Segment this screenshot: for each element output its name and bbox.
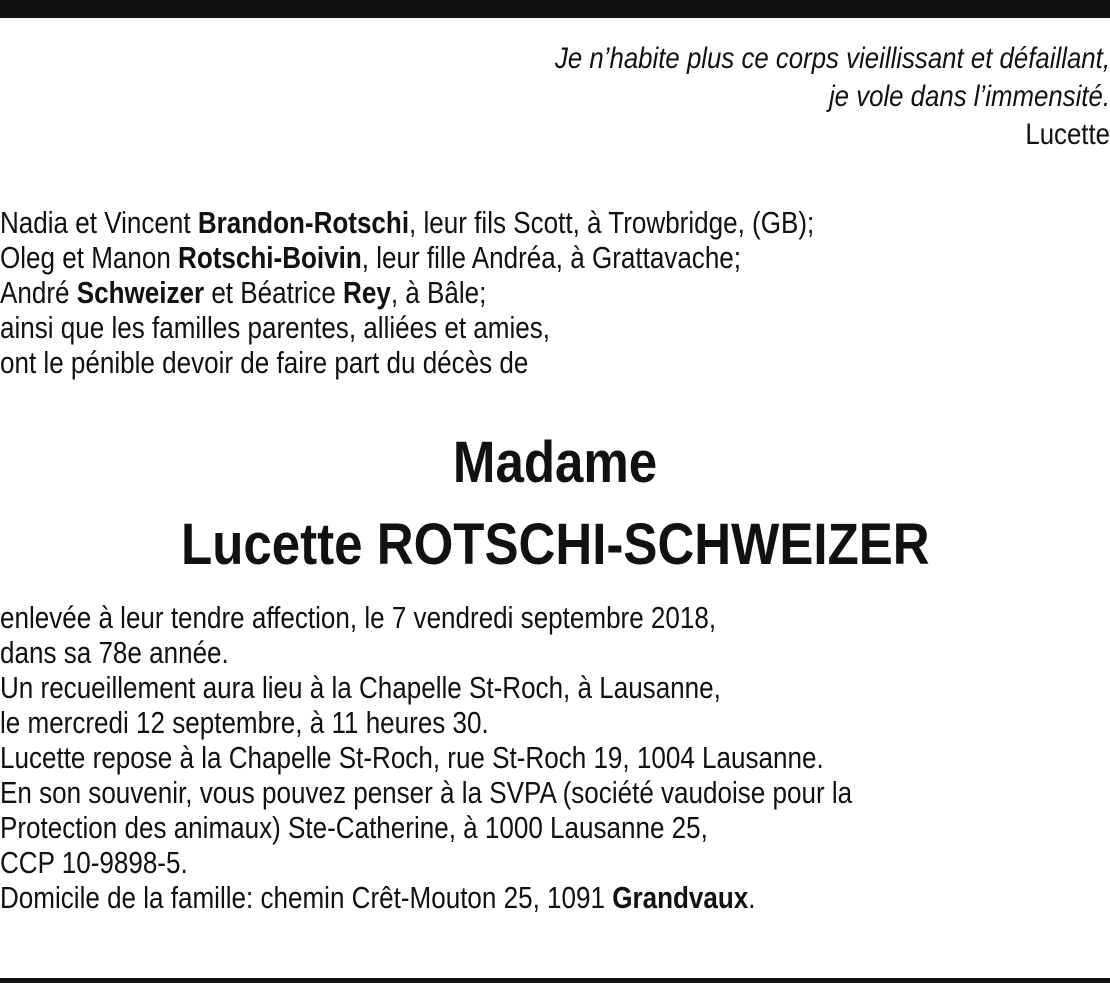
place-name-bold: Grandvaux (612, 880, 749, 915)
details-line-4: le mercredi 12 septembre, à 11 heures 30. (0, 705, 489, 740)
text-segment: André (0, 275, 77, 310)
deceased-title (0, 430, 1110, 496)
details-line-5: Lucette repose à la Chapelle St-Roch, rue St-Roch 19, 1004 Lausanne. (0, 740, 824, 775)
epigraph-line-2: je vole dans l’immensité. (828, 80, 1110, 113)
bottom-rule (0, 978, 1110, 983)
text-segment: et Béatrice (204, 275, 344, 310)
details-line-3: Un recueillement aura lieu à la Chapelle St-Roch, à Lausanne, (0, 670, 721, 705)
family-line-5: ont le pénible devoir de faire part du décès de (0, 345, 529, 380)
family-announcement (0, 205, 814, 380)
family-name-bold: Rotschi-Boivin (178, 240, 362, 275)
epigraph (250, 40, 1110, 154)
details-line-9 (0, 880, 852, 915)
text-segment: Domicile de la famille: chemin Crêt-Mouton 25, 1091 (0, 880, 613, 915)
details-line-8: CCP 10-9898-5. (0, 845, 188, 880)
deceased-title-text: Madame (452, 430, 658, 495)
epigraph-author: Lucette (1025, 118, 1110, 151)
funeral-details (0, 600, 852, 915)
epigraph-line-1: Je n’habite plus ce corps vieillissant et défaillant, (554, 42, 1110, 75)
details-line-1: enlevée à leur tendre affection, le 7 vendredi septembre 2018, (0, 600, 717, 635)
details-line-7: Protection des animaux) Ste-Catherine, à 1000 Lausanne 25, (0, 810, 708, 845)
deceased-name-text: Lucette ROTSCHI-SCHWEIZER (180, 512, 930, 577)
details-line-2: dans sa 78e année. (0, 635, 229, 670)
deceased-name (0, 512, 1110, 578)
text-segment: , leur fille Andréa, à Grattavache; (361, 240, 742, 275)
text-segment: Oleg et Manon (0, 240, 179, 275)
text-segment: Nadia et Vincent (0, 205, 198, 240)
top-rule (0, 0, 1110, 18)
family-line-2 (0, 240, 814, 275)
family-line-1 (0, 205, 814, 240)
text-segment: , leur fils Scott, à Trowbridge, (GB); (409, 205, 815, 240)
text-segment: . (748, 880, 756, 915)
family-line-3 (0, 275, 814, 310)
text-segment: , à Bâle; (390, 275, 487, 310)
family-name-bold: Brandon-Rotschi (197, 205, 410, 240)
family-name-bold: Schweizer (76, 275, 205, 310)
family-line-4: ainsi que les familles parentes, alliées et amies, (0, 310, 551, 345)
details-line-6: En son souvenir, vous pouvez penser à la SVPA (société vaudoise pour la (0, 775, 853, 810)
family-name-bold: Rey (343, 275, 391, 310)
